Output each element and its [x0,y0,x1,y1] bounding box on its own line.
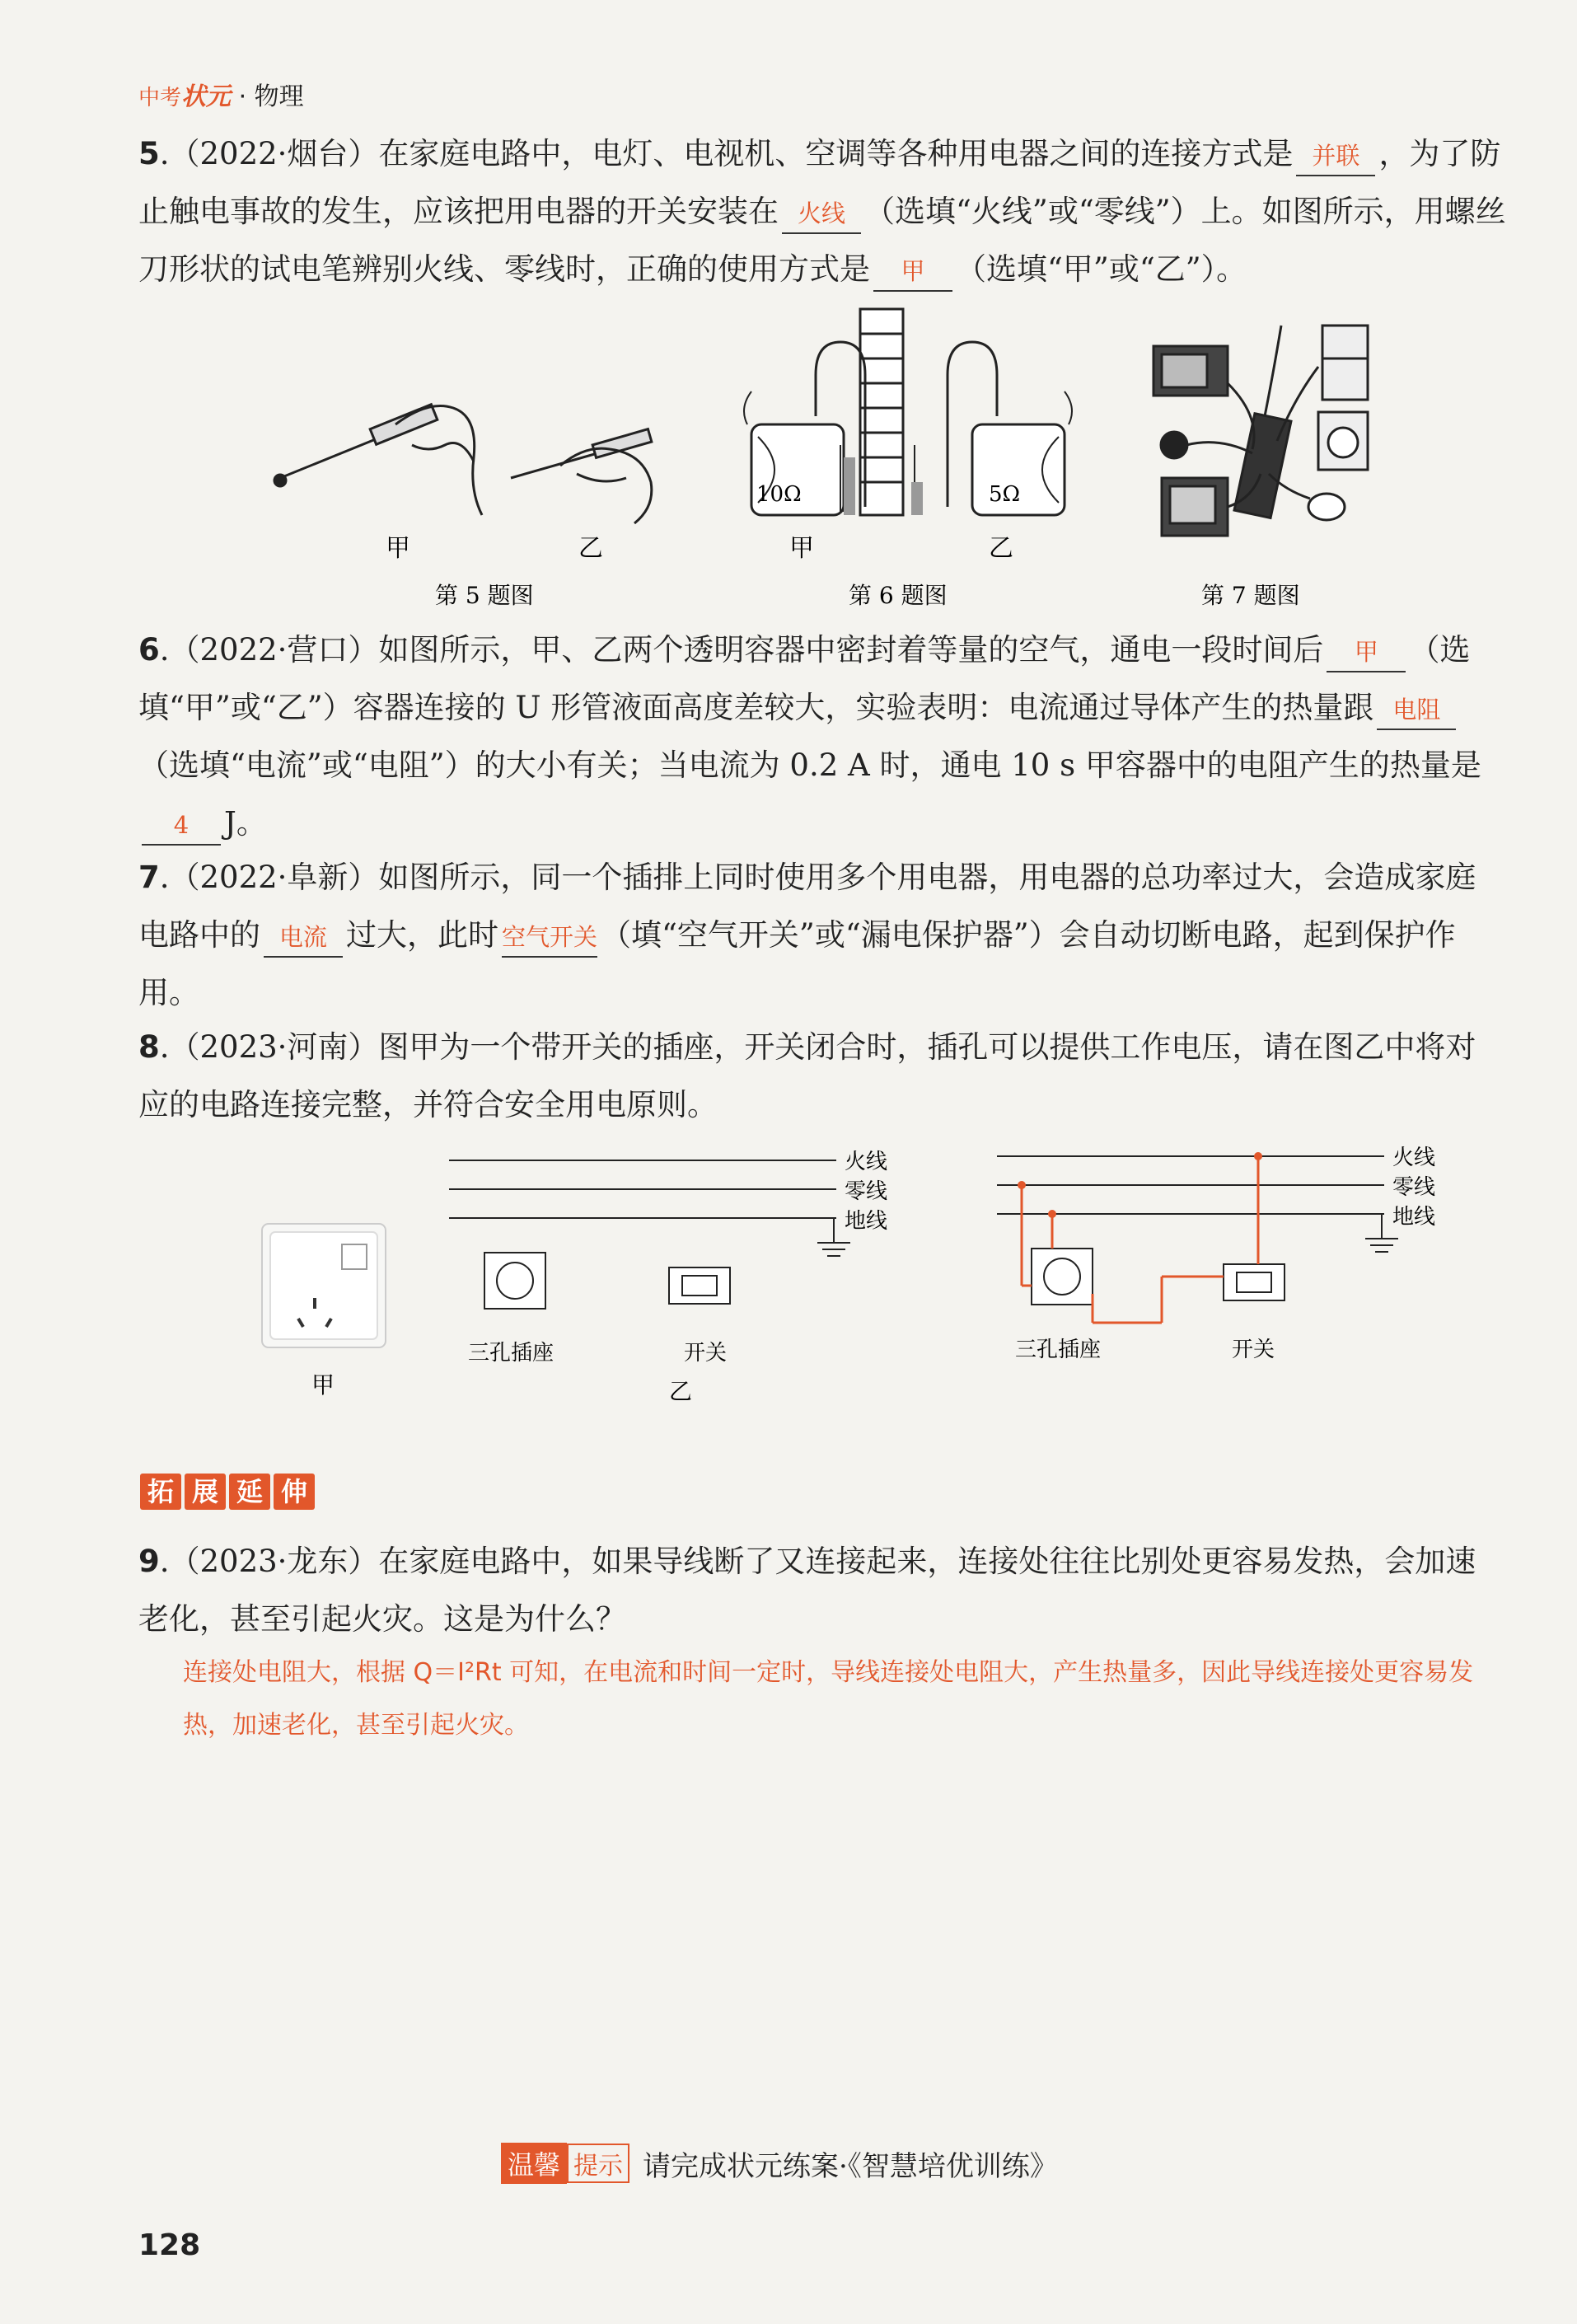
answer-blank: 空气开关 [502,918,597,958]
question-text: 过大，此时 [346,917,498,953]
page-number: 128 [138,2228,201,2262]
diagram-answer [997,1156,1398,1305]
fig5-tester-jia [274,405,482,515]
answer-blank: 4 [142,806,221,846]
tip-label-1: 温馨 [501,2143,567,2184]
ans-live-label: 火线 [1392,1146,1436,1170]
fig5-caption: 第 5 题图 [435,582,534,609]
footer-tip [501,2143,1058,2184]
question-5 [138,125,1506,298]
label-yi: 乙 [669,1378,693,1405]
question-text: （选填“甲”或“乙”）。 [956,251,1247,287]
header-brand: 状元 [181,82,232,111]
answer-blank: 并联 [1296,137,1375,176]
fig6-r1: 10Ω [756,482,802,507]
ans-switch-label: 开关 [1232,1338,1275,1362]
fig7-caption: 第 7 题图 [1201,582,1300,609]
question-text: .（2022·烟台）在家庭电路中，电灯、电视机、空调等各种用电器之间的连接方式是 [159,136,1294,171]
diagram-yi [449,1160,850,1309]
figures-row [247,301,1401,626]
question-text: .（2023·河南）图甲为一个带开关的插座，开关闭合时，插孔可以提供工作电压，请在图乙中将对应的电路连接完整，并符合安全用电原则。 [138,1029,1476,1122]
question-text: （选填“甲”或“乙”）容器连接的 U 形管液面高度差较大，实验表明：电流通过导体产生的热量跟 [138,632,1471,725]
socket-photo [262,1224,386,1347]
ans-neutral-label: 零线 [1392,1175,1436,1200]
question-text: （选填“火线”或“零线”）上。如图所示，用螺丝刀形状的试电笔辨别火线、零线时，正确的使用方式是 [138,194,1506,287]
fig6-label-jia: 甲 [789,534,814,563]
question-text: （填“空气开关”或“漏电保护器”）会自动切断电路，起到保护作用。 [138,917,1456,1010]
yi-switch-label: 开关 [684,1341,728,1366]
header-subject: 物理 [254,82,304,111]
ans-ground-label: 地线 [1392,1205,1436,1230]
badge-char: 展 [185,1474,226,1510]
question-text: .（2022·阜新）如图所示，同一个插排上同时使用多个用电器，用电器的总功率过大，会造成家庭电路中的 [138,860,1476,953]
fig6-label-yi: 乙 [989,534,1013,563]
running-header [138,76,304,112]
yi-ground-label: 地线 [845,1209,888,1234]
question-number: 9 [138,1544,160,1579]
question-9 [138,1533,1506,1648]
question-number: 6 [138,632,160,668]
question-8 [138,1019,1506,1134]
question-text: .（2022·营口）如图所示，甲、乙两个透明容器中密封着等量的空气，通电一段时间后 [159,632,1324,668]
fig5-tester-yi [511,429,652,523]
q9-answer: 连接处电阻大，根据 Q＝I²Rt 可知，在电流和时间一定时，导线连接处电阻大，产生热量多，因此导线连接处更容易发热，加速老化，甚至引起火灾。 [183,1658,1474,1740]
badge-char: 延 [229,1474,270,1510]
ans-socket-label: 三孔插座 [1015,1338,1102,1362]
question-number: 5 [138,136,160,171]
question-number: 7 [138,860,160,895]
question-text: （选填“电流”或“电阻”）的大小有关；当电流为 0.2 A 时，通电 10 s 甲容器中的电阻产生的热量是 [138,747,1481,783]
label-jia: 甲 [311,1371,335,1399]
answer-blank: 甲 [873,252,952,292]
answer-blank: 火线 [782,194,861,234]
yi-socket-label: 三孔插座 [468,1341,555,1366]
yi-live-label: 火线 [845,1150,888,1174]
fig6-caption: 第 6 题图 [849,582,948,609]
circuit-figures [247,1129,1483,1409]
header-dot: · [238,82,247,111]
answer-blank: 甲 [1327,633,1406,672]
fig5-label-jia: 甲 [386,534,410,563]
yi-neutral-label: 零线 [845,1179,888,1204]
question-6 [138,621,1506,852]
question-7 [138,849,1506,1022]
section-badge [140,1474,315,1510]
tip-label-2: 提示 [567,2144,629,2183]
badge-char: 拓 [140,1474,181,1510]
question-text: .（2023·龙东）在家庭电路中，如果导线断了又连接起来，连接处往往比别处更容易发热，会加速老化，甚至引起火灾。这是为什么？ [138,1544,1476,1637]
fig5-label-yi: 乙 [578,534,603,563]
answer-blank: 电流 [264,918,343,958]
fig6-r2: 5Ω [989,482,1021,507]
header-prefix: 中考 [138,86,182,110]
badge-char: 伸 [274,1474,315,1510]
question-text: J。 [224,805,267,841]
answer-blank: 电阻 [1377,691,1456,730]
tip-text: 请完成状元练案·《智慧培优训练》 [643,2149,1058,2183]
fig7-overload [1154,326,1368,536]
question-number: 8 [138,1029,160,1065]
question-text: ，为了防止触电事故的发生，应该把用电器的开关安装在 [138,136,1501,229]
